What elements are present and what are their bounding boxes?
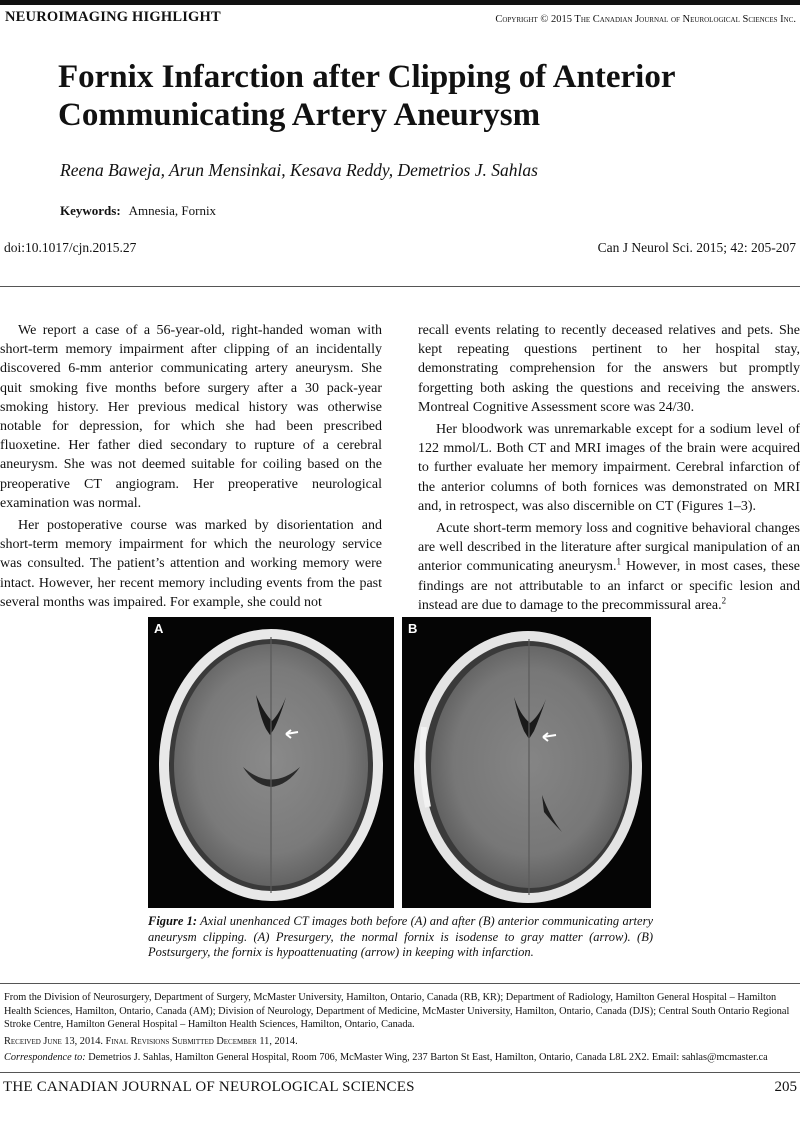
figure-caption: [148, 914, 653, 961]
body-paragraph: Her bloodwork was unremarkable except for a sodium level of 122 mmol/L. Both CT and MRI images of the brain were acquired to further evaluate her memory impairment. Cerebral infarction of the anterior columns of both fornices was demonstrated on MRI and, in retrospect, was also discernible on CT (Figures 1–3).: [418, 422, 800, 514]
correspondence-label: Correspondence to:: [4, 1052, 86, 1063]
doi-link[interactable]: doi:10.1017/cjn.2015.27: [4, 240, 137, 255]
paragraph-text: However, in most cases, these findings are not attributable to an infarct or specific lesion and instead are due to damage to the precommissural area.: [418, 559, 800, 613]
citation: Can J Neurol Sci. 2015; 42: 205-207: [597, 240, 796, 255]
body-paragraph: Her postoperative course was marked by disorientation and short-term memory impairment for which the neurology service was consulted. The patient’s attention and working memory were intact. However, her recent memory including events from the past several months was impaired. For example, she could not: [0, 518, 382, 610]
keywords-label: Keywords:: [60, 203, 121, 218]
body-paragraph: [418, 519, 800, 615]
paragraph-text: Acute short-term memory loss and cognitive behavioral changes are well described in the literature after surgical manipulation of an anterior communicating aneurysm.: [418, 521, 800, 575]
keywords-value: Amnesia, Fornix: [128, 203, 217, 218]
journal-name: THE CANADIAN JOURNAL OF NEUROLOGICAL SCIENCES: [3, 1079, 415, 1095]
article-title: Fornix Infarction after Clipping of Anterior Communicating Artery Aneurysm: [58, 59, 675, 133]
header-rule: [0, 0, 800, 5]
panel-label-b: B: [408, 621, 418, 636]
affiliations: From the Division of Neurosurgery, Department of Surgery, McMaster University, Hamilton, Ontario, Canada (RB, KR); Department of Radiology, Hamilton General Hospital – Hamilton Health Sciences, Hamilton, Ontario, Canada (AM); Division of Neurology, Department of Medicine, McMaster University, Hamilton, Ontario, Canada (DJS); Central South Ontario Regional Stroke Centre, Hamilton General Hospital – Hamilton Health Sciences, Hamilton, Ontario, Canada.: [4, 992, 790, 1030]
ct-scan-postsurgery: [402, 617, 651, 908]
received-dates: Received June 13, 2014. Final Revisions Submitted December 11, 2014.: [4, 1035, 298, 1047]
section-label: NEUROIMAGING HIGHLIGHT: [5, 9, 221, 25]
body-paragraph: recall events relating to recently deceased relatives and pets. She kept repeating questions pertinent to her hospital stay, demonstrating comprehension for the answers but promptly forgetting both asking the questions and receiving the answers. Montreal Cognitive Assessment score was 24/30.: [418, 323, 800, 415]
divider: [0, 286, 800, 287]
reference-marker[interactable]: 2: [721, 595, 727, 606]
copyright-notice: Copyright © 2015 The Canadian Journal of Neurological Sciences Inc.: [495, 14, 796, 25]
page-number: 205: [774, 1079, 797, 1095]
figure-1: [148, 617, 651, 908]
divider: [0, 1072, 800, 1073]
caption-label: Figure 1:: [148, 914, 198, 928]
ct-image-panel-a: [148, 617, 394, 908]
correspondence-text: Demetrios J. Sahlas, Hamilton General Hospital, Room 706, McMaster Wing, 237 Barton St East, Hamilton, Ontario, Canada L8L 2X2. Email: sahlas@mcmaster.ca: [85, 1052, 768, 1063]
divider: [0, 983, 800, 984]
reference-marker[interactable]: 1: [616, 556, 621, 567]
caption-text: Axial unenhanced CT images both before (A) and after (B) anterior communicating artery aneurysm clipping. (A) Presurgery, the normal fornix is isodense to gray matter (arrow). (B) Postsurgery, the fornix is hypoattenuating (arrow) in keeping with infarction.: [148, 914, 653, 959]
body-column-right: [418, 321, 800, 615]
brain-parenchyma: [431, 646, 629, 888]
panel-label-a: A: [154, 621, 164, 636]
author-list: Reena Baweja, Arun Mensinkai, Kesava Reddy, Demetrios J. Sahlas: [60, 160, 538, 180]
correspondence: [4, 1051, 798, 1065]
body-paragraph: We report a case of a 56-year-old, right-handed woman with short-term memory impairment after clipping of an incidentally discovered 6-mm anterior communicating artery aneurysm. She quit smoking five months before surgery after a 30 pack-year smoking history. Her previous medical history was otherwise notable for depression, for which she had been prescribed fluoxetine. Her father died secondary to rupture of a cerebral aneurysm. She was not deemed suitable for coiling based on the preoperative CT angiogram. Her preoperative neurological examination was normal.: [0, 323, 382, 511]
body-column-left: [0, 321, 382, 612]
keywords: [60, 203, 216, 219]
footnotes: [4, 991, 798, 1065]
ct-image-panel-b: [402, 617, 651, 908]
ct-scan-presurgery: [148, 617, 394, 908]
